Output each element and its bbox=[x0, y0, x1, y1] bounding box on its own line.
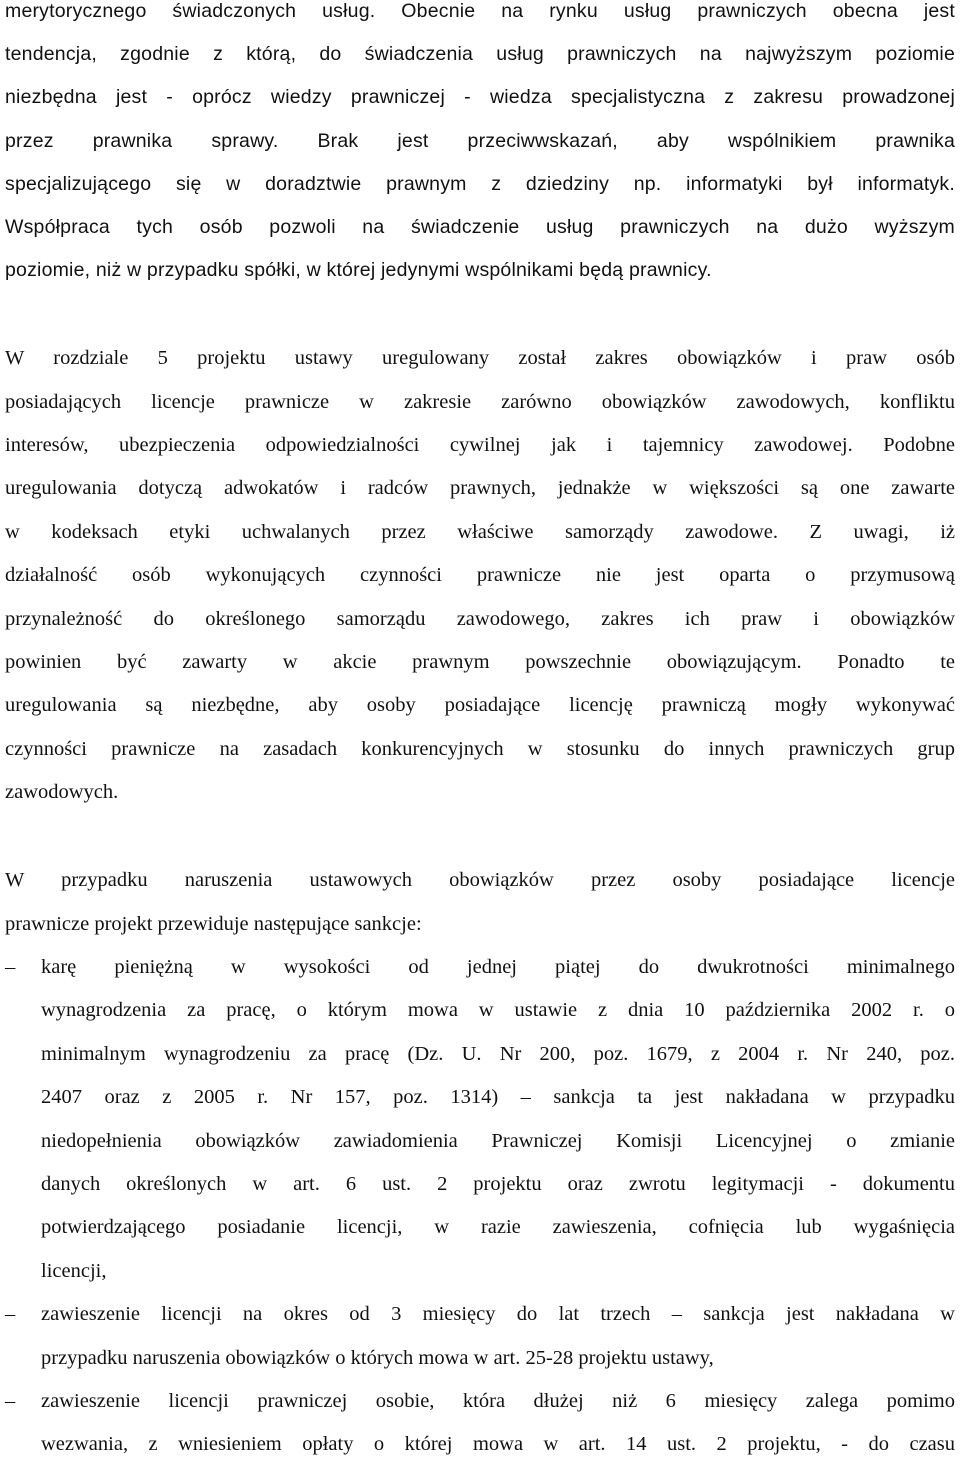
list-dash-marker: – bbox=[5, 956, 16, 978]
list-item-line: niedopełnienia obowiązków zawiadomienia Prawniczej Komisji Licencyjnej o zmianie bbox=[41, 1130, 955, 1152]
paragraph-line: przynależność do określonego samorządu zawodowego, zakres ich praw i obowiązków bbox=[5, 608, 955, 630]
list-item-line: potwierdzającego posiadanie licencji, w razie zawieszenia, cofnięcia lub wygaśnięcia bbox=[41, 1216, 955, 1238]
paragraph-line: w kodeksach etyki uchwalanych przez właściwe samorządy zawodowe. Z uwagi, iż bbox=[5, 521, 955, 543]
list-item-line: minimalnym wynagrodzeniu za pracę (Dz. U. Nr 200, poz. 1679, z 2004 r. Nr 240, poz. bbox=[41, 1043, 955, 1065]
list-dash-marker: – bbox=[5, 1390, 16, 1412]
paragraph-line: specjalizującego się w doradztwie prawnym z dziedziny np. informatyki był informatyk. bbox=[5, 173, 955, 195]
paragraph-line: interesów, ubezpieczenia odpowiedzialności cywilnej jak i tajemnicy zawodowej. Podobne bbox=[5, 434, 955, 456]
list-item-line: zawieszenie licencji na okres od 3 miesięcy do lat trzech – sankcja jest nakładana w bbox=[41, 1303, 955, 1325]
paragraph-line: niezbędna jest - oprócz wiedzy prawniczej - wiedza specjalistyczna z zakresu prowadzonej bbox=[5, 86, 955, 108]
list-item-line: wezwania, z wniesieniem opłaty o której mowa w art. 14 ust. 2 projektu, - do czasu bbox=[41, 1433, 955, 1455]
list-item-line: zawieszenie licencji prawniczej osobie, która dłużej niż 6 miesięcy zalega pomimo bbox=[41, 1390, 955, 1412]
paragraph-line: W przypadku naruszenia ustawowych obowiązków przez osoby posiadające licencje bbox=[5, 869, 955, 891]
paragraph-line: uregulowania dotyczą adwokatów i radców prawnych, jednakże w większości są one zawarte bbox=[5, 477, 955, 499]
list-item-line: 2407 oraz z 2005 r. Nr 157, poz. 1314) – sankcja ta jest nakładana w przypadku bbox=[41, 1086, 955, 1108]
paragraph-line: uregulowania są niezbędne, aby osoby posiadające licencję prawniczą mogły wykonywać bbox=[5, 694, 955, 716]
list-item-line: licencji, bbox=[41, 1260, 107, 1282]
paragraph-line: tendencja, zgodnie z którą, do świadczenia usług prawniczych na najwyższym poziomie bbox=[5, 43, 955, 65]
list-dash-marker: – bbox=[5, 1303, 16, 1325]
list-item-line: wynagrodzenia za pracę, o którym mowa w ustawie z dnia 10 października 2002 r. o bbox=[41, 999, 955, 1021]
paragraph-line: zawodowych. bbox=[5, 781, 119, 803]
paragraph-line: posiadających licencje prawnicze w zakresie zarówno obowiązków zawodowych, konfliktu bbox=[5, 391, 955, 413]
paragraph-line: przez prawnika sprawy. Brak jest przeciwwskazań, aby wspólnikiem prawnika bbox=[5, 130, 955, 152]
paragraph-line: W rozdziale 5 projektu ustawy uregulowany został zakres obowiązków i praw osób bbox=[5, 347, 955, 369]
list-item-line: danych określonych w art. 6 ust. 2 projektu oraz zwrotu legitymacji - dokumentu bbox=[41, 1173, 955, 1195]
paragraph-line: prawnicze projekt przewiduje następujące sankcje: bbox=[5, 913, 422, 935]
paragraph-line: merytorycznego świadczonych usług. Obecnie na rynku usług prawniczych obecna jest bbox=[5, 0, 955, 22]
paragraph-line: poziomie, niż w przypadku spółki, w której jedynymi wspólnikami będą prawnicy. bbox=[5, 259, 712, 281]
paragraph-line: Współpraca tych osób pozwoli na świadczenie usług prawniczych na dużo wyższym bbox=[5, 216, 955, 238]
list-item-line: przypadku naruszenia obowiązków o których mowa w art. 25-28 projektu ustawy, bbox=[41, 1347, 714, 1369]
paragraph-line: czynności prawnicze na zasadach konkurencyjnych w stosunku do innych prawniczych grup bbox=[5, 738, 955, 760]
paragraph-line: działalność osób wykonujących czynności prawnicze nie jest oparta o przymusową bbox=[5, 564, 955, 586]
paragraph-line: powinien być zawarty w akcie prawnym powszechnie obowiązującym. Ponadto te bbox=[5, 651, 955, 673]
list-item-line: karę pieniężną w wysokości od jednej piątej do dwukrotności minimalnego bbox=[41, 956, 955, 978]
